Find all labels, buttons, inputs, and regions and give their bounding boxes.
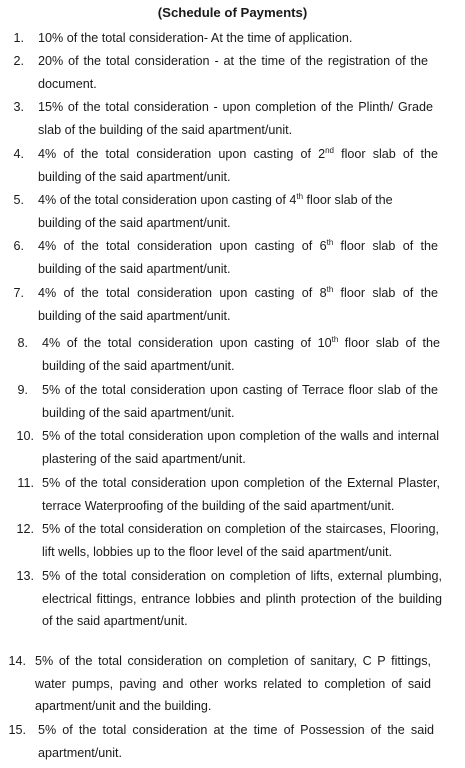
item-text: 20% of the total consideration - at the time of the registration of the document. (38, 54, 428, 91)
item-text: 5% of the total consideration upon completion of the External Plaster, terrace Waterproofing of the building of the said apartment/unit. (42, 476, 440, 513)
item-number: 7. (13, 286, 24, 300)
item-text: 5% of the total consideration on completion of sanitary, C P fittings, water pumps, paving and other works related to completion of said apartment/unit and the building. (35, 654, 431, 714)
item-number: 3. (13, 100, 24, 114)
item-text: 5% of the total consideration at the time of Possession of the said apartment/unit. (38, 723, 434, 760)
item-number: 4. (13, 147, 24, 161)
item-text: 5% of the total consideration on completion of lifts, external plumbing, electrical fittings, entrance lobbies and plinth protection of the building of the said apartment/unit. (42, 569, 442, 629)
item-text: 4% of the total consideration upon casting of 4th floor slab of the building of the said apartment/unit. (38, 191, 393, 230)
item-number: 9. (17, 383, 28, 397)
item-number: 11. (17, 476, 34, 490)
item-number: 2. (13, 54, 24, 68)
item-text: 5% of the total consideration upon completion of the walls and internal plastering of the said apartment/unit. (42, 429, 439, 466)
item-number: 5. (13, 193, 24, 207)
item-number: 1. (13, 31, 24, 45)
item-number: 6. (13, 239, 24, 253)
item-text: 15% of the total consideration - upon completion of the Plinth/ Grade slab of the building of the said apartment/unit. (38, 100, 433, 137)
item-number: 14. (8, 654, 26, 668)
item-text: 5% of the total consideration upon casting of Terrace floor slab of the building of the said apartment/unit. (42, 383, 438, 420)
item-text: 4% of the total consideration upon casting of 10th floor slab of the building of the said apartment/unit. (42, 334, 440, 373)
item-text: 4% of the total consideration upon casting of 8th floor slab of the building of the said apartment/unit. (38, 284, 438, 323)
item-number: 12. (16, 522, 34, 536)
item-text: 4% of the total consideration upon casting of 2nd floor slab of the building of the said apartment/unit. (38, 145, 438, 184)
item-text: 4% of the total consideration upon casting of 6th floor slab of the building of the said apartment/unit. (38, 237, 438, 276)
item-text: 10% of the total consideration- At the time of application. (38, 31, 353, 45)
item-number: 15. (8, 723, 26, 737)
item-number: 8. (17, 336, 28, 350)
item-text: 5% of the total consideration on completion of the staircases, Flooring, lift wells, lobbies up to the floor level of the said apartment/unit. (42, 522, 439, 559)
item-number: 13. (16, 569, 34, 583)
schedule-title: (Schedule of Payments) (157, 5, 308, 20)
item-number: 10. (16, 429, 34, 443)
